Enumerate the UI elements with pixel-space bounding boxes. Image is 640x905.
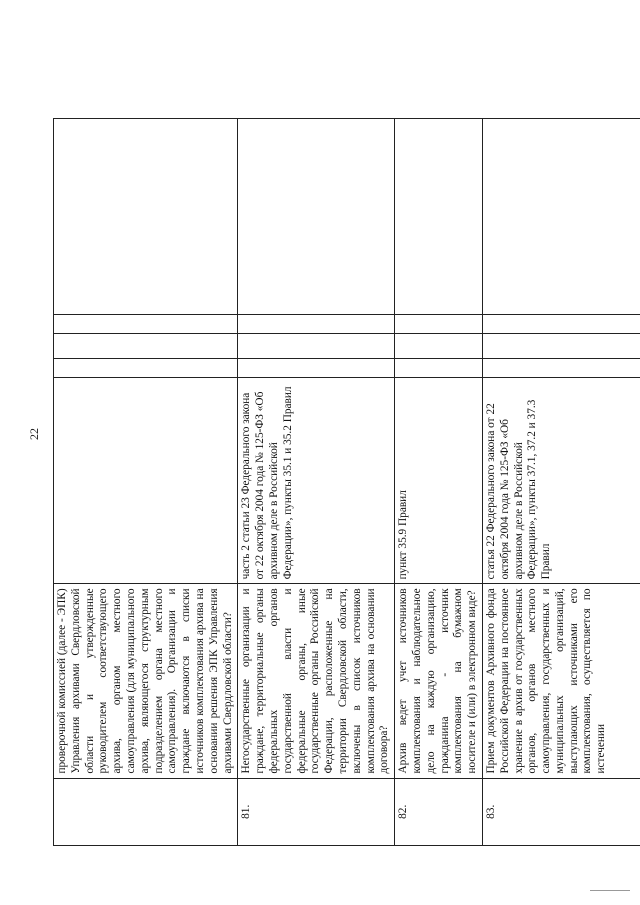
- checklist-table: [53, 118, 640, 846]
- notes-cell: [395, 119, 483, 315]
- table-row: [54, 119, 238, 846]
- requirement-text: Архив ведет учет источников комплектования и наблюдательное дело на каждую организацию, гражданина - источник комплектования на бумажном носителе и (или) в электронном виде?: [395, 584, 483, 778]
- table-row: [238, 119, 395, 846]
- notes-cell: [238, 119, 395, 315]
- answer-na-cell: [238, 314, 395, 333]
- answer-na-cell: [54, 314, 238, 333]
- legal-basis: статья 22 Федерального закона от 22 октября 2004 года № 125-ФЗ «Об архивном деле в Российской Федерации», пункты 37.1, 37.2 и 37.3 Правил: [482, 377, 640, 584]
- answer-na-cell: [395, 314, 483, 333]
- rotated-page: [53, 118, 608, 846]
- answer-no-cell: [395, 333, 483, 358]
- answer-yes-cell: [54, 358, 238, 377]
- answer-no-cell: [482, 333, 640, 358]
- requirement-text: проверочной комиссией (далее - ЭПК) Управления архивами Свердловской области и утвержденные руководителем соответствующего архива, органом местного самоуправления (для муниципального архива, являющегося структурным подразделением органа местного самоуправления). Организации и граждане включаются в списки источников комплектования архива на основании решения ЭПК Управления архивами Свердловской области?: [54, 584, 238, 778]
- answer-yes-cell: [238, 358, 395, 377]
- page-number: 22: [27, 428, 41, 440]
- answer-yes-cell: [395, 358, 483, 377]
- notes-cell: [54, 119, 238, 315]
- row-number: [54, 778, 238, 845]
- row-number: 81.: [238, 778, 395, 845]
- requirement-text: Негосударственные организации и граждане, территориальные органы федеральных органов государственной власти и федеральные органы, иные государственные органы Российской Федерации, расположенные на территории Свердловской области, включены в список источников комплектования архива на основании договора?: [238, 584, 395, 778]
- answer-no-cell: [54, 333, 238, 358]
- legal-basis: [54, 377, 238, 584]
- legal-basis: пункт 35.9 Правил: [395, 377, 483, 584]
- table-row: [482, 119, 640, 846]
- answer-yes-cell: [482, 358, 640, 377]
- legal-basis: часть 2 статьи 23 Федерального закона от 22 октября 2004 года № 125-ФЗ «Об архивном деле в Российской Федерации», пункты 35.1 и 35.2 Правил: [238, 377, 395, 584]
- scan-edge-line: [590, 890, 630, 891]
- requirement-text: Прием документов Архивного фонда Российской Федерации на постоянное хранение в архив от государственных органов, органов местного самоуправления, государственных и муниципальных организаций, выступающих источниками его комплектования, осуществляется по истечении: [482, 584, 640, 778]
- notes-cell: [482, 119, 640, 315]
- answer-no-cell: [238, 333, 395, 358]
- table-row: [395, 119, 483, 846]
- row-number: 83.: [482, 778, 640, 845]
- row-number: 82.: [395, 778, 483, 845]
- answer-na-cell: [482, 314, 640, 333]
